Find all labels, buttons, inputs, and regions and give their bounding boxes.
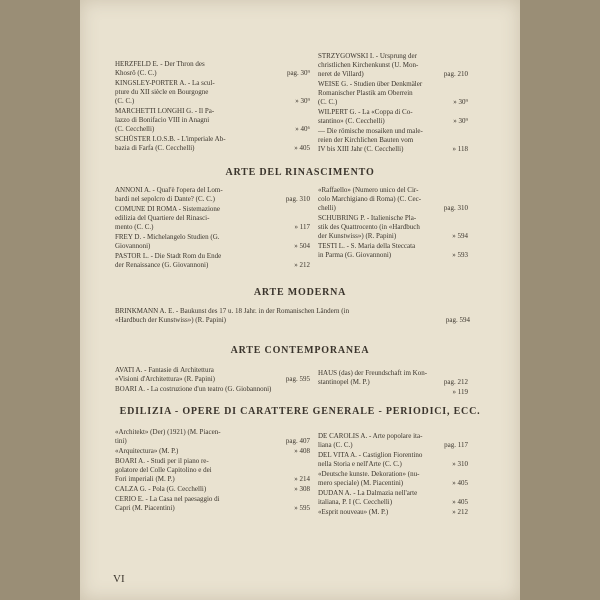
entry-text: IV bis XIII Jahr (C. Cecchelli)	[318, 145, 404, 153]
bibliography-entry	[318, 127, 468, 154]
entry-line	[318, 251, 468, 260]
entry-page-ref: pag. 310	[443, 204, 468, 212]
entry-line	[115, 88, 310, 97]
entry-page-ref: » 593	[452, 251, 468, 259]
entry-text: pture du XII siècle en Bourgogne	[115, 88, 209, 96]
entry-line	[318, 470, 468, 479]
entry-line	[318, 145, 468, 154]
entry-text: «Deutsche kunste. Dekoration» (nu-	[318, 470, 420, 478]
entry-page-ref: » 405	[452, 479, 468, 487]
entry-line	[115, 233, 310, 242]
entry-text: nella Storia e nell'Arte (C. C.)	[318, 460, 402, 468]
edilizia-right-column	[318, 432, 468, 518]
entry-page-ref: » 212	[294, 261, 310, 269]
entry-line	[115, 261, 310, 270]
entry-page-ref: » 405	[294, 144, 310, 152]
entry-text: BOARI A. - La costruzione d'un teatro (G. Giobannoni)	[115, 385, 272, 393]
entry-line	[318, 117, 468, 126]
bibliography-entry	[318, 432, 468, 450]
entry-line	[318, 52, 468, 61]
bibliography-entry	[115, 233, 310, 251]
entry-text: HERZFELD E. - Der Thron des	[115, 60, 205, 68]
entry-text: CALZA G. - Pola (G. Cecchelli)	[115, 485, 207, 493]
entry-line	[318, 186, 468, 195]
entry-text: der Renaissance (G. Giovannoni)	[115, 261, 209, 269]
entry-text: «Hardbuch der Kunstwiss») (R. Papini)	[115, 316, 227, 324]
entry-text: HAUS (das) der Freundschaft im Kon-	[318, 369, 428, 377]
top-left-column	[115, 60, 310, 154]
entry-page-ref: » 405	[452, 498, 468, 506]
bibliography-entry	[115, 186, 310, 204]
entry-page-ref: pag. 310	[285, 195, 310, 203]
entry-text: WILPERT G. - La «Coppa di Co-	[318, 108, 413, 116]
entry-text: Capri (M. Piacentini)	[115, 504, 175, 512]
entry-page-ref: » 408	[294, 447, 310, 455]
entry-text: «Raffaello» (Numero unico del Cir-	[318, 186, 419, 194]
entry-text: bazia di Farfa (C. Cecchelli)	[115, 144, 195, 152]
section-heading-moderna: ARTE MODERNA	[253, 287, 347, 298]
bibliography-entry	[115, 79, 310, 106]
entry-line	[318, 61, 468, 70]
entry-line	[115, 205, 310, 214]
entry-page-ref: » 30⁹	[295, 97, 310, 105]
entry-line	[115, 375, 310, 384]
entry-line	[318, 369, 468, 378]
entry-page-ref: » 595	[294, 504, 310, 512]
bibliography-entry	[318, 214, 468, 241]
bibliography-entry	[115, 252, 310, 270]
entry-line	[318, 378, 468, 387]
entry-text: FREY D. - Michelangelo Studien (G.	[115, 233, 220, 241]
entry-text: italiana, P. I (C. Cecchelli)	[318, 498, 393, 506]
entry-text: AVATI A. - Fantasie di Architettura	[115, 366, 214, 374]
entry-text: reien der Kirchlichen Bauten vom	[318, 136, 414, 144]
entry-page-ref: pag. 117	[444, 441, 468, 449]
entry-text: «Arquitectura» (M. P.)	[115, 447, 179, 455]
entry-page-ref: » 119	[452, 388, 468, 396]
entry-line	[115, 466, 310, 475]
bibliography-entry	[318, 489, 468, 507]
entry-text: KINGSLEY-PORTER A. - La scul-	[115, 79, 215, 87]
entry-page-ref: » 504	[294, 242, 310, 250]
entry-page-ref: pag. 30⁹	[286, 69, 310, 77]
bibliography-entry	[115, 495, 310, 513]
entry-text: «Esprit nouveau» (M. P.)	[318, 508, 389, 516]
entry-line	[318, 508, 468, 517]
entry-text: DEL VITA A. - Castiglion Fiorentino	[318, 451, 423, 459]
entry-text: DUDAN A. - La Dalmazia nell'arte	[318, 489, 418, 497]
entry-page-ref: » 40⁶	[295, 125, 310, 133]
entry-text: golatore del Colle Capitolino e dei	[115, 466, 212, 474]
entry-line	[115, 457, 310, 466]
entry-line	[318, 98, 468, 107]
entry-line	[318, 70, 468, 79]
entry-line	[318, 232, 468, 241]
contemporanea-left-column	[115, 366, 310, 395]
entry-text: mento (C. C.)	[115, 223, 154, 231]
entry-text: SCHUBRING P. - Italienische Pla-	[318, 214, 417, 222]
bibliography-entry	[115, 60, 310, 78]
entry-text: der Kunstwiss») (R. Papini)	[318, 232, 397, 240]
entry-text: chelli)	[318, 204, 336, 212]
edilizia-left-column	[115, 428, 310, 514]
entry-text: Romanischer Plastik am Oberrein	[318, 89, 413, 97]
entry-text: Fori imperiali (M. P.)	[115, 475, 175, 483]
entry-line	[318, 195, 468, 204]
entry-line	[318, 451, 468, 460]
section-heading-rinascimento: ARTE DEL RINASCIMENTO	[225, 167, 375, 178]
entry-line	[115, 116, 310, 125]
entry-page-ref: » 214	[294, 475, 310, 483]
entry-line	[115, 125, 310, 134]
entry-text: ANNONI A. - Qual'è l'opera del Lom-	[115, 186, 223, 194]
entry-line	[318, 498, 468, 507]
entry-line	[318, 127, 468, 136]
entry-page-ref: » 308	[294, 485, 310, 493]
entry-page-ref: pag. 595	[285, 375, 310, 383]
entry-text: BRINKMANN A. E. - Baukunst des 17 u. 18 Jahr. in der Romanischen Ländern (in	[115, 307, 350, 315]
bibliography-entry	[115, 485, 310, 494]
bibliography-entry	[115, 428, 310, 446]
entry-text: stantino» (C. Cecchelli)	[318, 117, 385, 125]
entry-line	[115, 107, 310, 116]
entry-line	[115, 447, 310, 456]
bibliography-entry	[115, 205, 310, 232]
entry-page-ref: pag. 210	[443, 70, 468, 78]
bibliography-entry	[318, 451, 468, 469]
entry-line	[318, 441, 468, 450]
entry-line	[115, 79, 310, 88]
entry-text: (C. Cecchelli)	[115, 125, 155, 133]
entry-page-ref: pag. 407	[285, 437, 310, 445]
contemporanea-right-column	[318, 369, 468, 397]
entry-text: stantinopel (M. P.)	[318, 378, 370, 386]
entry-text: WEISE G. - Studien über Denkmäler	[318, 80, 423, 88]
rinascimento-left-column	[115, 186, 310, 271]
section-heading-contemporanea: ARTE CONTEMPORANEA	[230, 345, 370, 356]
entry-text: COMUNE DI ROMA - Sistemazione	[115, 205, 220, 213]
bibliography-entry	[318, 108, 468, 126]
bibliography-entry	[318, 52, 468, 79]
entry-line	[318, 80, 468, 89]
entry-text: STRZYGOWSKI I. - Ursprung der	[318, 52, 417, 60]
entry-line	[115, 504, 310, 513]
entry-text: colo Marchigiano di Roma) (C. Cec-	[318, 195, 422, 203]
entry-line	[115, 475, 310, 484]
entry-line	[115, 186, 310, 195]
entry-line	[115, 144, 310, 153]
bibliography-entry	[318, 186, 468, 213]
entry-page-ref: » 212	[452, 508, 468, 516]
entry-line	[115, 135, 310, 144]
entry-line	[115, 69, 310, 78]
entry-text: SCHÜSTER I.O.S.B. - L'imperiale Ab-	[115, 135, 226, 143]
entry-text: BOARI A. - Studi per il piano re-	[115, 457, 209, 465]
moderna-entry	[115, 307, 470, 326]
entry-line	[318, 204, 468, 213]
entry-text: bardi nel sepolcro di Dante? (C. C.)	[115, 195, 215, 203]
bibliography-entry	[318, 508, 468, 517]
entry-line	[318, 214, 468, 223]
entry-line	[318, 479, 468, 488]
entry-line	[318, 223, 468, 232]
entry-line	[318, 460, 468, 469]
entry-text: tini)	[115, 437, 127, 445]
bibliography-entry	[115, 385, 310, 394]
entry-text: (C. C.)	[115, 97, 135, 105]
entry-line	[115, 223, 310, 232]
entry-line	[115, 428, 310, 437]
entry-text: Khosrô (C. C.)	[115, 69, 157, 77]
entry-line	[318, 242, 468, 251]
entry-line	[115, 366, 310, 375]
top-right-column	[318, 52, 468, 155]
bibliography-entry	[115, 307, 470, 325]
rinascimento-right-column	[318, 186, 468, 261]
entry-line	[318, 89, 468, 98]
bibliography-entry	[115, 447, 310, 456]
entry-page-ref: » 118	[452, 145, 468, 153]
entry-line	[115, 97, 310, 106]
entry-line	[115, 242, 310, 251]
entry-line	[115, 60, 310, 69]
entry-text: mero speciale) (M. Piacentini)	[318, 479, 404, 487]
page-number: VI	[113, 573, 125, 585]
entry-text: neret de Villard)	[318, 70, 364, 78]
entry-line	[115, 307, 470, 316]
entry-text: TESTI L. - S. Maria della Steccata	[318, 242, 416, 250]
entry-line	[115, 485, 310, 494]
entry-text: Giovannoni)	[115, 242, 151, 250]
bibliography-entry	[318, 242, 468, 260]
entry-text: — Die römische mosaiken und male-	[318, 127, 423, 135]
bibliography-entry	[115, 366, 310, 384]
entry-text: lazzo di Bonifacio VIII in Anagni	[115, 116, 210, 124]
entry-line	[318, 108, 468, 117]
entry-line	[115, 385, 310, 394]
entry-text: «Visioni d'Architettura» (R. Papini)	[115, 375, 215, 383]
entry-line	[318, 136, 468, 145]
entry-line	[115, 495, 310, 504]
bibliography-entry	[318, 80, 468, 107]
entry-text: christlichen Kirchenkunst (U. Mon-	[318, 61, 419, 69]
entry-page-ref: pag. 212	[443, 378, 468, 386]
entry-page-ref: » 594	[452, 232, 468, 240]
entry-line	[115, 214, 310, 223]
entry-line	[115, 195, 310, 204]
entry-page-ref: » 310	[452, 460, 468, 468]
entry-text: (C. C.)	[318, 98, 338, 106]
bibliography-entry	[318, 470, 468, 488]
entry-line	[115, 437, 310, 446]
entry-text: «Architekt» (Der) (1921) (M. Piacen-	[115, 428, 221, 436]
entry-page-ref: pag. 594	[445, 316, 470, 324]
entry-line	[115, 252, 310, 261]
entry-line	[115, 316, 470, 325]
entry-text: liana (C. C.)	[318, 441, 353, 449]
entry-line	[318, 489, 468, 498]
entry-text: CERIO E. - La Casa nel paesaggio di	[115, 495, 220, 503]
entry-page-ref: » 117	[294, 223, 310, 231]
bibliography-entry	[115, 107, 310, 134]
entry-line	[318, 432, 468, 441]
entry-text: MARCHETTI LONGHI G. - Il Pa-	[115, 107, 215, 115]
bibliography-entry	[115, 457, 310, 484]
entry-text: DE CAROLIS A. - Arte popolare ita-	[318, 432, 423, 440]
entry-page-ref: » 30⁹	[453, 117, 468, 125]
bibliography-entry	[115, 135, 310, 153]
entry-text: edilizia del Quartiere del Rinasci-	[115, 214, 210, 222]
section-heading-edilizia: EDILIZIA - OPERE DI CARATTERE GENERALE - PERIODICI, ECC.	[119, 406, 481, 417]
entry-page-ref: » 30⁹	[453, 98, 468, 106]
bibliography-entry	[318, 369, 468, 387]
entry-text: stik des Quattrocento (in «Hardbuch	[318, 223, 420, 231]
entry-text: in Parma (G. Giovannoni)	[318, 251, 392, 259]
entry-text: PASTOR L. - Die Stadt Rom du Ende	[115, 252, 222, 260]
